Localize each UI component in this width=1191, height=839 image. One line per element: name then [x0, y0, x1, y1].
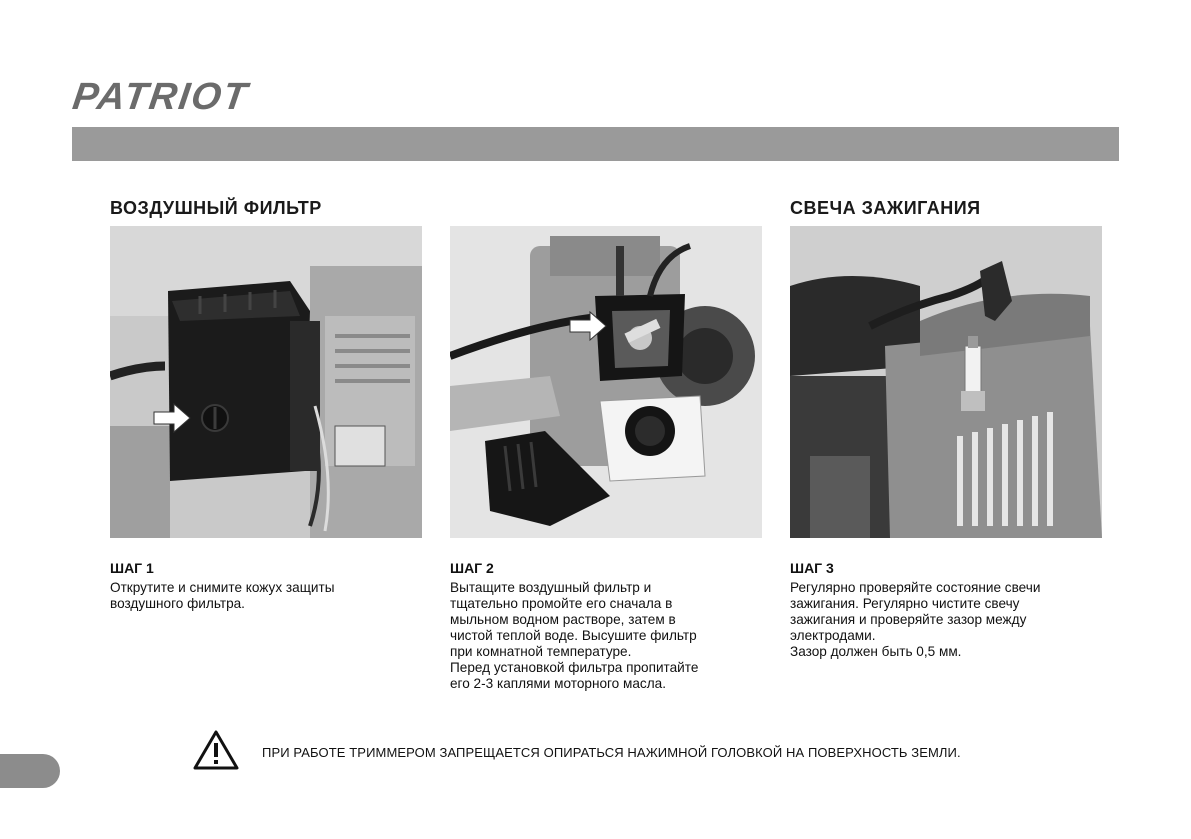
- warning-notice: [192, 731, 961, 773]
- page-tab: [0, 754, 60, 788]
- step-3-text: Регулярно проверяйте состояние свечи зажигания. Регулярно чистите свечу зажигания и проверяйте зазор между электродами. Зазор должен быть 0,5 мм.: [790, 580, 1041, 659]
- header-bar: [72, 127, 1119, 161]
- air-filter-section-title: ВОЗДУШНЫЙ ФИЛЬТР: [110, 198, 322, 218]
- patriot-logo: PATRIOT: [70, 76, 252, 118]
- photo-air-filter-removed: [450, 226, 762, 538]
- step-1-text: Открутите и снимите кожух защиты воздушного фильтра.: [110, 580, 335, 611]
- step-1-title: ШАГ 1: [110, 560, 154, 576]
- photo-spark-plug: [790, 226, 1102, 538]
- warning-text: ПРИ РАБОТЕ ТРИММЕРОМ ЗАПРЕЩАЕТСЯ ОПИРАТЬСЯ НАЖИМНОЙ ГОЛОВКОЙ НА ПОВЕРХНОСТЬ ЗЕМЛИ.: [262, 744, 961, 760]
- spark-plug-section-title: СВЕЧА ЗАЖИГАНИЯ: [790, 198, 981, 218]
- photo-air-filter-cover: [110, 226, 422, 538]
- step-2-text: Вытащите воздушный фильтр и тщательно промойте его сначала в мыльном водном растворе, затем в чистой теплой воде. Высушите фильтр при комнатной температуре. Перед установкой фильтра пропитайте его 2-3 каплями моторного масла.: [450, 580, 699, 691]
- step-3-title: ШАГ 3: [790, 560, 834, 576]
- warning-triangle-icon: [192, 729, 240, 776]
- step-2-title: ШАГ 2: [450, 560, 494, 576]
